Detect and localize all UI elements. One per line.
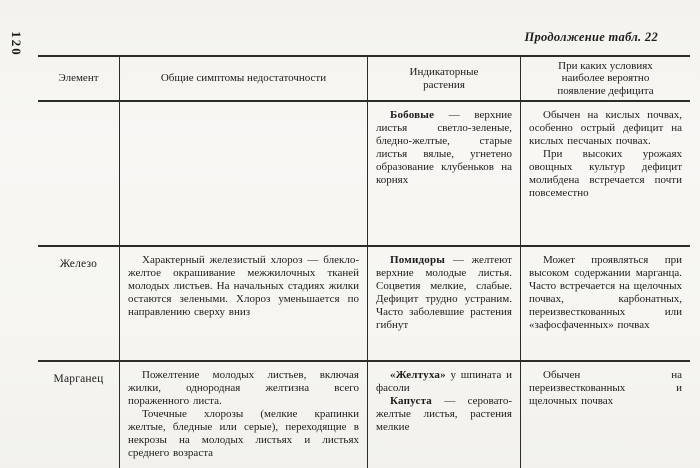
deficiency-table xyxy=(38,55,690,468)
paragraph: Может проявляться при высоком содержании марганца. Часто встречается на щелочных почвах, карбонатных, переизвесткованных или «зафосфаченных» почвах xyxy=(529,254,682,331)
cell-symptoms xyxy=(119,102,367,247)
paragraph xyxy=(376,369,512,395)
paragraph: Обычен на переизвесткованных и щелочных почвах xyxy=(529,369,682,407)
paragraph-text: — серовато-желтые листья, растения мелкие xyxy=(376,395,512,433)
paragraph-text: — верхние листья светло-зеленые, бледно-желтые, старые листья вялые, угнетено образование клубеньков на корнях xyxy=(376,109,512,186)
cell-indicator-plants xyxy=(367,102,520,247)
paragraph: Характерный железистый хлороз — блекло-желтое окрашивание межжилочных тканей молодых листьев. На начальных стадиях жилки остаются зелеными. Хлороз уменьшается по направлению сверху вниз xyxy=(128,254,359,318)
table-continuation-caption: Продолжение табл. 22 xyxy=(524,30,658,44)
paragraph xyxy=(376,109,512,187)
paragraph: При высоких урожаях овощных культур дефицит молибдена встречается почти повсеместно xyxy=(529,148,682,199)
paragraph xyxy=(376,254,512,332)
paragraph: Пожелтение молодых листьев, включая жилки, однородная желтизна всего пораженного листа. xyxy=(128,369,359,407)
col-header-conditions: При каких условиях наиболее вероятно появление дефицита xyxy=(520,57,690,102)
paragraph-text: — желтеют верхние молодые листья. Соцветия мелкие, слабые. Дефицит трудно устраним. Часто заболевшие растения гибнут xyxy=(376,254,512,331)
cell-indicator-plants xyxy=(367,362,520,468)
cell-element xyxy=(38,102,119,247)
cell-symptoms xyxy=(119,247,367,362)
cell-symptoms xyxy=(119,362,367,468)
plant-name: Бобовые xyxy=(390,109,435,121)
cell-element: Марганец xyxy=(53,373,104,385)
paragraph: Точечные хлорозы (мелкие крапинки желтые, бледные или серые), переходящие в некрозы на молодых листьях и листьях среднего возраста xyxy=(128,408,359,459)
cell-conditions xyxy=(520,102,690,247)
cell-indicator-plants xyxy=(367,247,520,362)
plant-name: «Желтуха» xyxy=(390,369,446,381)
page-number: 120 xyxy=(8,31,24,57)
cell-conditions xyxy=(520,362,690,468)
col-header-indicator-plants: Индикаторные растения xyxy=(367,57,520,102)
plant-name: Капуста xyxy=(390,395,433,407)
paragraph-text: у шпината и фасоли xyxy=(376,369,512,394)
col-header-element: Элемент xyxy=(38,57,119,102)
cell-conditions xyxy=(520,247,690,362)
col-header-symptoms: Общие симптомы недостаточности xyxy=(119,57,367,102)
plant-name: Помидоры xyxy=(390,254,446,266)
cell-element: Железо xyxy=(38,247,119,362)
paragraph: Обычен на кислых почвах, особенно острый дефицит на кислых песчаных почвах. xyxy=(529,109,682,147)
paragraph xyxy=(376,395,512,434)
